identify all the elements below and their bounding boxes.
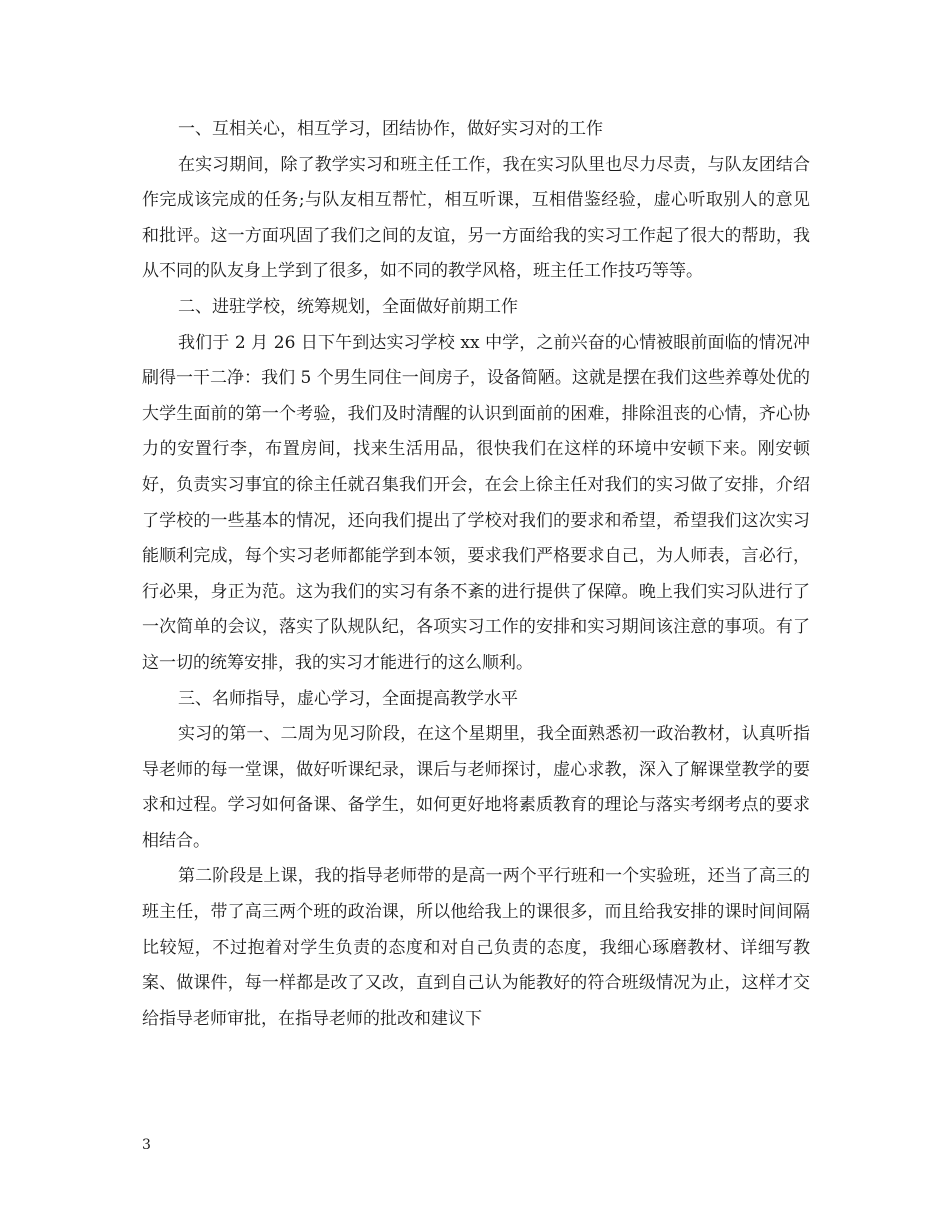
paragraph: 我们于 2 月 26 日下午到达实习学校 xx 中学，之前兴奋的心情被眼前面临的情况冲刷得一干二净：我们 5 个男生同住一间房子，设备简陋。这就是摆在我们这些养尊处优的大学生面前的第一个考验，我们及时清醒的认识到面前的困难，排除沮丧的心情，齐心协力的安置行李，布置房间，找来生活用品，很快我们在这样的环境中安顿下来。刚安顿好，负责实习事宜的徐主任就召集我们开会，在会上徐主任对我们的实习做了安排，介绍了学校的一些基本的情况，还向我们提出了学校对我们的要求和希望，希望我们这次实习能顺利完成，每个实习老师都能学到本领，要求我们严格要求自己，为人师表，言必行，行必果，身正为范。这为我们的实习有条不紊的进行提供了保障。晚上我们实习队进行了一次简单的会议，落实了队规队纪，各项实习工作的安排和实习期间该注意的事项。有了这一切的统筹安排，我的实习才能进行的这么顺利。	[142, 332, 810, 673]
paragraph: 第二阶段是上课，我的指导老师带的是高一两个平行班和一个实验班，还当了高三的班主任，带了高三两个班的政治课，所以他给我上的课很多，而且给我安排的课时间间隔比较短，不过抱着对学生负责的态度和对自己负责的态度，我细心琢磨教材、详细写教案、做课件，每一样都是改了又改，直到自己认为能教好的符合班级情况为止，这样才交给指导老师审批，在指导老师的批改和建议下	[142, 866, 810, 1029]
section-heading-2: 二、进驻学校，统筹规划，全面做好前期工作	[178, 296, 518, 317]
paragraph: 实习的第一、二周为见习阶段，在这个星期里，我全面熟悉初一政治教材，认真听指导老师的每一堂课，做好听课纪录，课后与老师探讨，虚心求教，深入了解课堂教学的要求和过程。学习如何备课、备学生，如何更好地将素质教育的理论与落实考纲考点的要求相结合。	[142, 724, 810, 851]
document-body	[142, 112, 810, 1037]
section-heading-3: 三、名师指导，虚心学习，全面提高教学水平	[178, 688, 518, 709]
section-heading-1: 一、互相关心，相互学习，团结协作，做好实习对的工作	[178, 119, 603, 139]
paragraph: 在实习期间，除了教学实习和班主任工作，我在实习队里也尽力尽责，与队友团结合作完成该完成的任务;与队友相互帮忙，相互听课，互相借鉴经验，虚心听取别人的意见和批评。这一方面巩固了我们之间的友谊，另一方面给我的实习工作起了很大的帮助，我从不同的队友身上学到了很多，如不同的教学风格，班主任工作技巧等等。	[142, 154, 810, 282]
page-number: 3	[142, 1137, 151, 1153]
